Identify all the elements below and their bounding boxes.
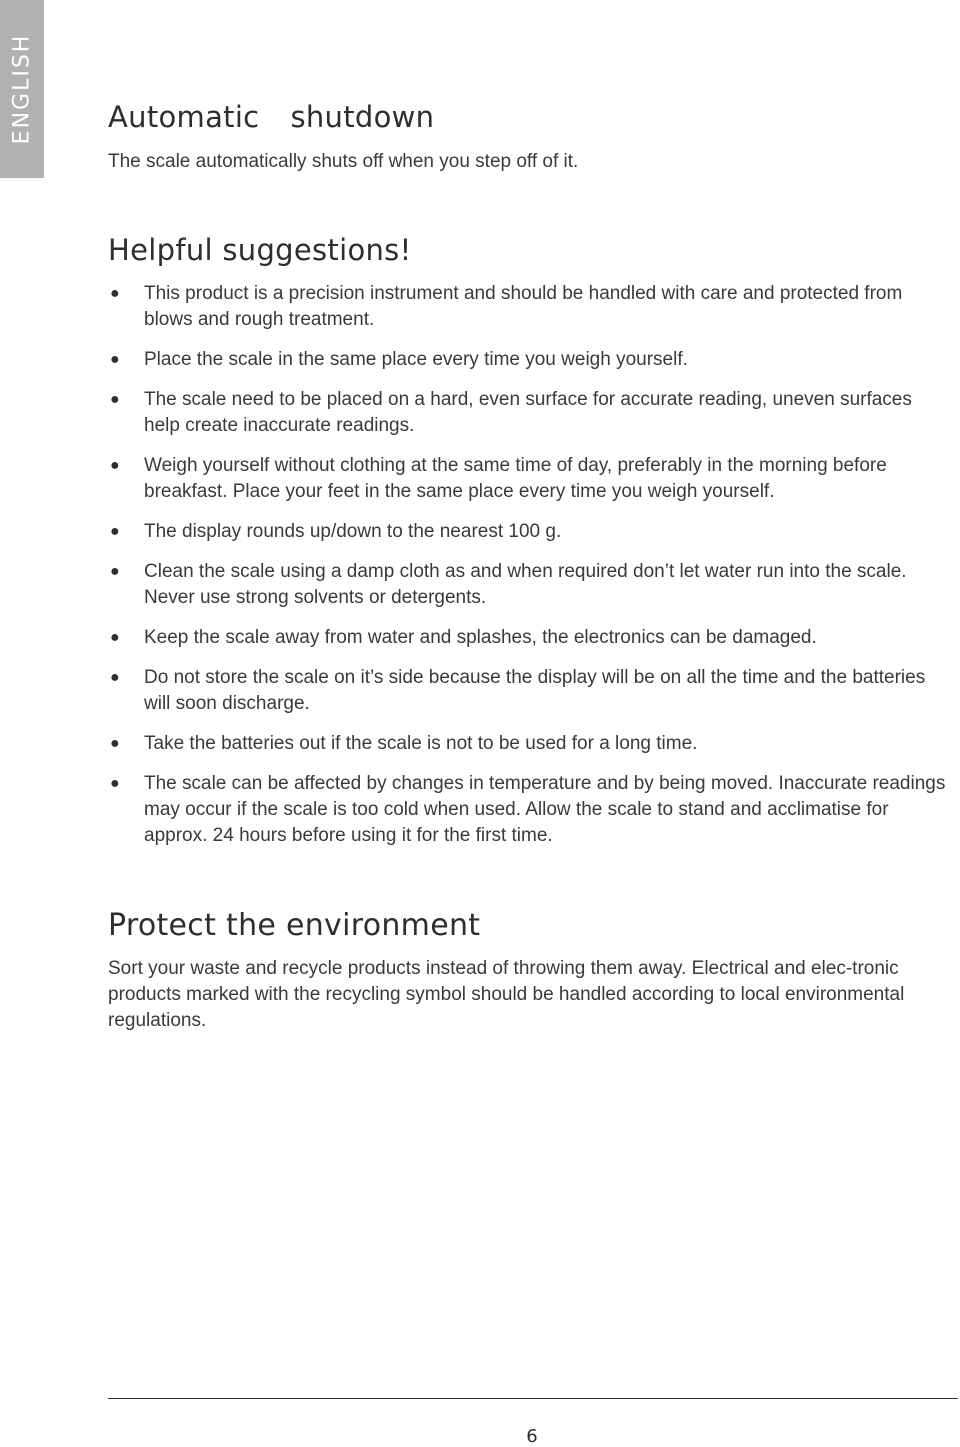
list-item <box>108 387 948 439</box>
list-item <box>108 731 948 757</box>
list-item <box>108 559 948 611</box>
language-tab <box>0 0 44 178</box>
section-title-helpful-suggestions: Helpful suggestions! <box>108 233 412 267</box>
protect-environment-text: Sort your waste and recycle products instead of throwing them away. Electrical and elec-tronic products marked with the recycling symbol should be handled according to local environmental regulations. <box>108 958 905 1031</box>
list-item-text: Place the scale in the same place every time you weigh yourself. <box>144 349 688 370</box>
list-item <box>108 347 948 373</box>
bullet-icon: ● <box>110 669 120 686</box>
list-item-text: Keep the scale away from water and splashes, the electronics can be damaged. <box>144 627 817 648</box>
list-item <box>108 281 948 333</box>
bullet-icon: ● <box>110 523 120 540</box>
list-item <box>108 665 948 717</box>
language-tab-label: ENGLISH <box>9 33 35 145</box>
page-number: 6 <box>526 1426 538 1447</box>
list-item-text: The scale need to be placed on a hard, even surface for accurate reading, uneven surfaces help create inaccurate readings. <box>144 389 912 436</box>
list-item <box>108 771 948 849</box>
list-item-text: The display rounds up/down to the nearest 100 g. <box>144 521 562 542</box>
section-title-automatic-shutdown: Automatic shutdown <box>108 100 435 134</box>
list-item-text: Take the batteries out if the scale is not to be used for a long time. <box>144 733 698 754</box>
list-item-text: The scale can be affected by changes in temperature and by being moved. Inaccurate readings may occur if the scale is too cold when used. Allow the scale to stand and acclimatise for approx. 24 hours before using it for the first time. <box>144 773 946 846</box>
list-item <box>108 625 948 651</box>
bullet-icon: ● <box>110 351 120 368</box>
bullet-icon: ● <box>110 285 120 302</box>
bullet-icon: ● <box>110 391 120 408</box>
list-item-text: Do not store the scale on it’s side because the display will be on all the time and the batteries will soon discharge. <box>144 667 926 714</box>
bullet-icon: ● <box>110 775 120 792</box>
suggestions-list <box>108 281 948 863</box>
list-item <box>108 453 948 505</box>
section-title-protect-environment: Protect the environment <box>108 908 481 943</box>
list-item-text: This product is a precision instrument and should be handled with care and protected from blows and rough treatment. <box>144 283 903 330</box>
automatic-shutdown-text: The scale automatically shuts off when you step off of it. <box>108 151 579 172</box>
bullet-icon: ● <box>110 563 120 580</box>
list-item-text: Weigh yourself without clothing at the same time of day, preferably in the morning before breakfast. Place your feet in the same place every time you weigh yourself. <box>144 455 887 502</box>
bullet-icon: ● <box>110 629 120 646</box>
bullet-icon: ● <box>110 735 120 752</box>
list-item-text: Clean the scale using a damp cloth as and when required don’t let water run into the scale. Never use strong solvents or detergents. <box>144 561 907 608</box>
footer-divider <box>108 1398 958 1399</box>
bullet-icon: ● <box>110 457 120 474</box>
list-item <box>108 519 948 545</box>
